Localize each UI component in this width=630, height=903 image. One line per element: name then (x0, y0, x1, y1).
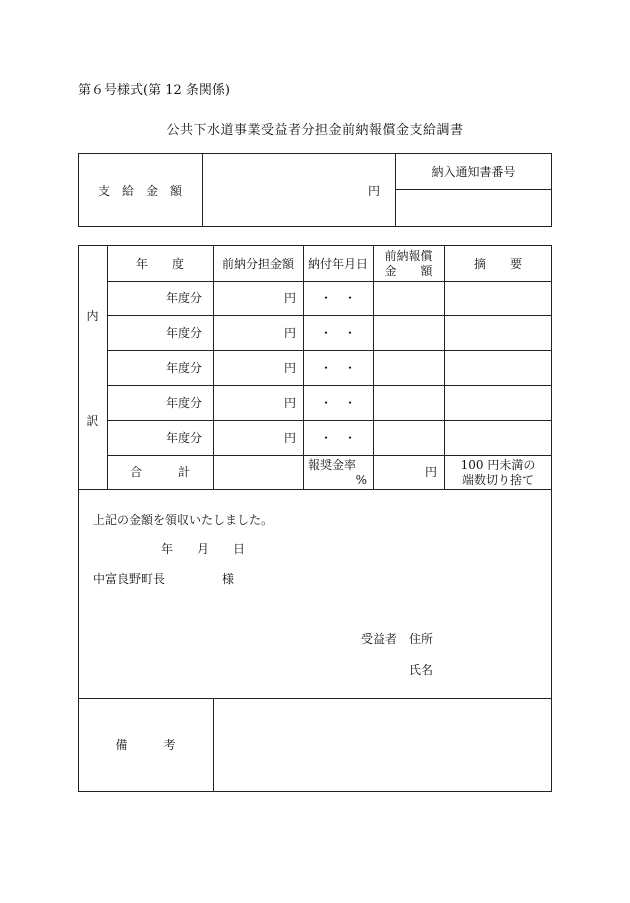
reward-rate-unit: % (355, 473, 367, 487)
addressee: 中富良野町長 (93, 572, 166, 586)
column-header-remarks: 摘 要 (473, 257, 522, 271)
divider (395, 189, 552, 190)
column-header-prepaid-amount: 前納分担金額 (221, 257, 294, 271)
column-header-reward-line1: 前納報償 (384, 249, 433, 263)
divider (107, 281, 552, 282)
remarks-input[interactable] (215, 700, 550, 790)
row-date: ・ ・ (319, 431, 356, 445)
divider (107, 315, 552, 316)
divider (107, 350, 552, 351)
total-yen: 円 (424, 465, 437, 479)
addressee-honorific: 様 (222, 572, 235, 586)
beneficiary-address-label: 受益者 住所 (361, 632, 434, 646)
payment-amount-input[interactable] (204, 155, 393, 225)
row-date: ・ ・ (319, 291, 356, 305)
divider (107, 385, 552, 386)
row-year: 年度分 (166, 361, 203, 375)
row-date: ・ ・ (319, 326, 356, 340)
divider (213, 698, 214, 792)
document-title: 公共下水道事業受益者分担金前納報償金支給調書 (166, 123, 464, 138)
row-year: 年度分 (166, 326, 203, 340)
row-year: 年度分 (166, 291, 203, 305)
row-amount-yen: 円 (283, 326, 296, 340)
row-amount-yen: 円 (283, 361, 296, 375)
row-amount-yen: 円 (283, 431, 296, 445)
receipt-date-line: 年 月 日 (161, 542, 246, 556)
column-header-reward-line2: 金 額 (384, 264, 433, 278)
divider (78, 698, 552, 699)
remarks-label: 備 考 (115, 738, 176, 752)
reward-rate-label: 報奨金率 (308, 458, 357, 472)
row-year: 年度分 (166, 431, 203, 445)
notice-number-input[interactable] (397, 191, 550, 225)
payment-amount-label: 支 給 金 額 (97, 184, 182, 198)
row-amount-yen: 円 (283, 396, 296, 410)
row-date: ・ ・ (319, 396, 356, 410)
breakdown-label-top: 内 (86, 309, 99, 323)
rounding-note-line2: 端数切り捨て (461, 473, 534, 487)
breakdown-label-bottom: 訳 (86, 414, 99, 428)
divider (202, 153, 203, 227)
form-code: 第６号様式(第 12 条関係) (78, 83, 230, 98)
row-year: 年度分 (166, 396, 203, 410)
total-label: 合 計 (129, 465, 190, 479)
row-date: ・ ・ (319, 361, 356, 375)
column-header-year: 年 度 (135, 257, 184, 271)
notice-number-label: 納入通知書番号 (431, 165, 516, 179)
beneficiary-name-label: 氏名 (409, 663, 434, 677)
receipt-statement: 上記の金額を領収いたしました。 (93, 513, 274, 527)
column-header-payment-date: 納付年月日 (307, 257, 368, 271)
divider (78, 489, 552, 490)
divider (107, 420, 552, 421)
row-amount-yen: 円 (283, 291, 296, 305)
divider (107, 455, 552, 456)
payment-amount-yen: 円 (367, 184, 380, 198)
rounding-note-line1: 100 円未満の (460, 458, 536, 472)
